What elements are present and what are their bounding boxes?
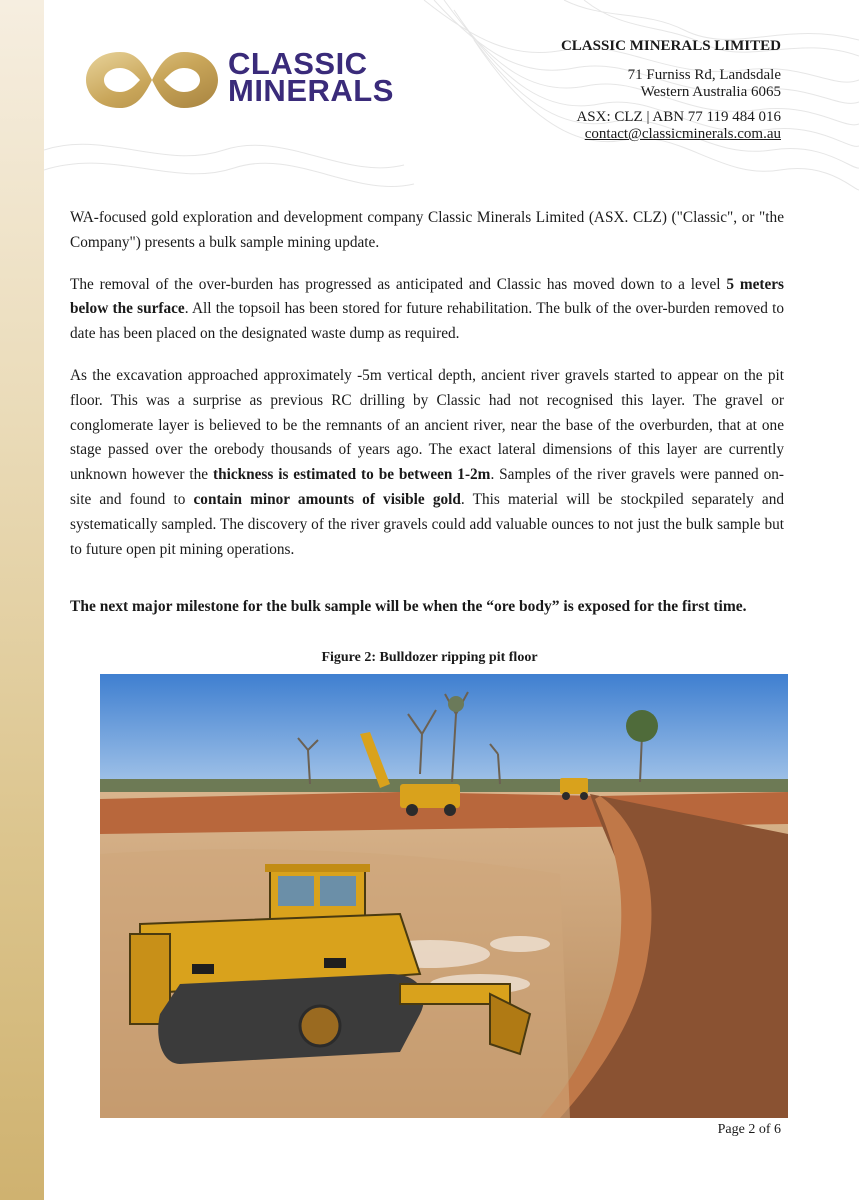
gold-side-strip (0, 0, 44, 1200)
logo-text-line1: CLASSIC (228, 46, 368, 81)
contact-email-link[interactable]: contact@classicminerals.com.au (584, 126, 781, 142)
p3-bold-thickness: thickness is estimated to be between 1-2m (212, 466, 491, 484)
p3-bold-gold: contain minor amounts of visible gold (193, 490, 461, 508)
p2-text-a: The removal of the over-burden has progressed as anticipated and Classic has moved down to a level (70, 275, 727, 293)
address-line2: Western Australia 6065 (640, 84, 781, 100)
classic-minerals-logo (82, 40, 402, 120)
logo-wordmark (228, 46, 394, 108)
body-text (70, 206, 784, 579)
p2-text-c: . All the topsoil has been stored for future rehabilitation. The bulk of the over-burden removed to date has been placed on the designated waste dump as required. (70, 300, 784, 343)
address-line1: 71 Furniss Rd, Landsdale (627, 67, 781, 83)
page-number: Page 2 of 6 (717, 1122, 781, 1137)
infinity-logo-icon (82, 40, 222, 120)
bulldozer-photo-illustration (100, 674, 788, 1118)
bulldozer-photo (100, 674, 788, 1118)
p2-bold-depth: 5 meters below the surface (70, 275, 784, 318)
asx-abn: ASX: CLZ | ABN 77 119 484 016 (576, 109, 781, 125)
figure-caption: Figure 2: Bulldozer ripping pit floor (321, 650, 538, 665)
p3-text-e: . This material will be stockpiled separately and systematically sampled. The discovery of the river gravels could add valuable ounces to not just the bulk sample but to future open pit mining operations. (70, 490, 784, 558)
p3-text-a: As the excavation approached approximately -5m vertical depth, ancient river gravels started to appear on the pit floor. This was a surprise as previous RC drilling by Classic had not recognised this layer. The gravel or conglomerate layer is believed to be the remnants of an ancient river, near the base of the overburden, that at one stage passed over the orebody thousands of years ago. The exact lateral dimensions of this layer are currently unknown however the (70, 366, 784, 484)
company-contact-block (561, 38, 781, 143)
logo-text-line2: MINERALS (228, 73, 394, 108)
paragraph-river-gravels (70, 364, 784, 562)
milestone-statement: The next major milestone for the bulk sample will be when the “ore body” is exposed for the first time. (70, 598, 747, 615)
company-name: CLASSIC MINERALS LIMITED (560, 38, 781, 54)
paragraph-intro: WA-focused gold exploration and development company Classic Minerals Limited (ASX. CLZ) ("Classic", or "the Company") presents a bulk sample mining update. (70, 209, 784, 251)
paragraph-overburden (70, 273, 784, 347)
p3-text-c: . Samples of the river gravels were panned on-site and found to (70, 466, 784, 508)
